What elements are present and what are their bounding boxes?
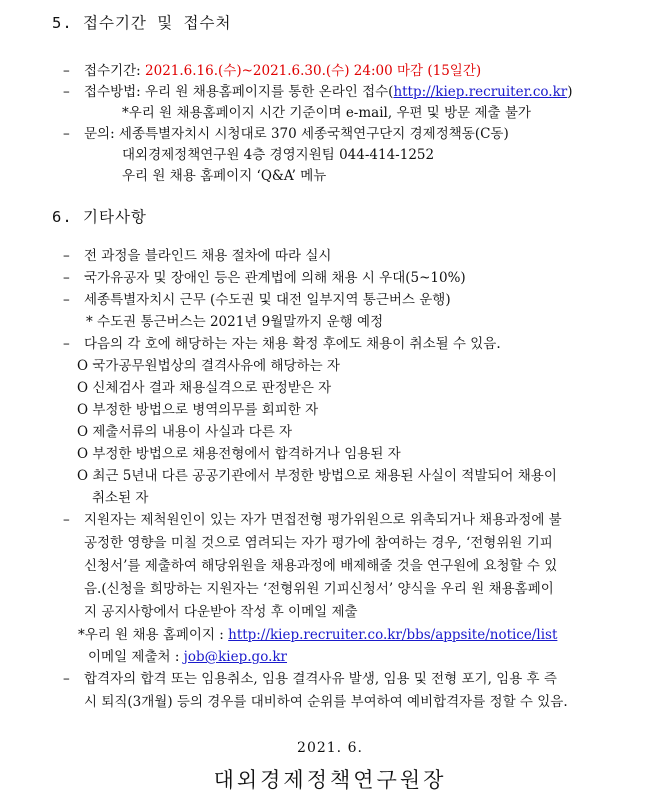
cancel-reason-1: O 국가공무원법상의 결격사유에 해당하는 자 [77, 358, 340, 374]
recusal-para-4: 음.(신청을 희망하는 지원자는 ‘전형위원 기피신청서’ 양식을 우리 원 채용홈페이 [84, 581, 554, 597]
cancel-reason-5: O 부정한 방법으로 채용전형에서 합격하거나 임용된 자 [77, 446, 401, 462]
notice-date: 2021. 6. [297, 740, 363, 756]
email-link[interactable]: job@kiep.go.kr [183, 649, 288, 665]
inquiry-line-1: 문의: 세종특별자치시 시청대로 370 세종국책연구단지 경제정책동(C동) [84, 126, 509, 142]
homepage-line [78, 629, 557, 643]
period-value: 2021.6.16.(수)~2021.6.30.(수) 24:00 마감 (15일간) [145, 63, 482, 79]
bullet-dash: – [63, 292, 70, 308]
recruit-site-link[interactable]: http://kiep.recruiter.co.kr [393, 84, 568, 100]
bullet-dash: – [63, 512, 70, 528]
period-line [84, 65, 481, 79]
bullet-dash: – [63, 671, 70, 687]
recusal-para-2: 공정한 영향을 미칠 것으로 염려되는 자가 평가에 참여하는 경우, ‘전형위원 기피 [84, 535, 553, 551]
email-label: 이메일 제출처 : [88, 649, 184, 665]
email-line [88, 651, 287, 665]
issuer-name: 대외경제정책연구원장 [213, 768, 447, 792]
cancel-reason-3: O 부정한 방법으로 병역의무를 회피한 자 [77, 402, 319, 418]
bullet-dash: – [63, 126, 70, 142]
shuttle-note: * 수도권 통근버스는 2021년 9월말까지 운행 예정 [86, 314, 384, 330]
bullet-dash: – [63, 63, 70, 79]
bullet-dash: – [63, 248, 70, 264]
bullet-dash: – [63, 270, 70, 286]
section-6-title: 6. 기타사항 [52, 208, 147, 226]
reserve-para-1: 합격자의 합격 또는 임용취소, 임용 결격사유 발생, 임용 및 전형 포기, 임용 후 즉 [84, 671, 557, 687]
method-line [84, 86, 573, 100]
bullet-dash: – [63, 84, 70, 100]
inquiry-line-3: 우리 원 채용 홈페이지 ‘Q&A’ 메뉴 [122, 168, 327, 184]
method-close: ) [567, 84, 573, 100]
item-blind-hiring: 전 과정을 블라인드 채용 절차에 따라 실시 [84, 248, 332, 264]
cancel-reason-6: O 최근 5년내 다른 공공기관에서 부정한 방법으로 채용된 사실이 적발되어 채용이 [77, 468, 557, 484]
section-5-title: 5. 접수기간 및 접수처 [52, 14, 232, 32]
recusal-para-1: 지원자는 제척원인이 있는 자가 면접전형 평가위원으로 위촉되거나 채용과정에 불 [84, 512, 562, 528]
homepage-label: *우리 원 채용 홈페이지 : [78, 627, 229, 643]
cancel-reason-2: O 신체검사 결과 채용실격으로 판정받은 자 [77, 380, 332, 396]
method-note: *우리 원 채용홈페이지 시간 기준이며 e-mail, 우편 및 방문 제출 불가 [122, 105, 531, 121]
reserve-para-2: 시 퇴직(3개월) 등의 경우를 대비하여 순위를 부여하여 예비합격자를 정할 수 있음. [84, 694, 568, 710]
method-label: 접수방법: 우리 원 채용홈페이지를 통한 온라인 접수( [84, 84, 394, 100]
period-label: 접수기간: [84, 63, 146, 79]
cancel-reason-4: O 제출서류의 내용이 사실과 다른 자 [77, 424, 293, 440]
cancel-reason-6-cont: 취소된 자 [92, 490, 149, 506]
notice-list-link[interactable]: http://kiep.recruiter.co.kr/bbs/appsite/notice/list [228, 627, 558, 643]
recusal-para-3: 신청서’를 제출하여 해당위원을 채용과정에 배제해줄 것을 연구원에 요청할 수 있 [84, 558, 558, 574]
recusal-para-5: 지 공지사항에서 다운받아 작성 후 이메일 제출 [84, 604, 358, 620]
item-preference: 국가유공자 및 장애인 등은 관계법에 의해 채용 시 우대(5~10%) [84, 270, 466, 286]
item-work-location: 세종특별자치시 근무 (수도권 및 대전 일부지역 통근버스 운행) [84, 292, 451, 308]
bullet-dash: – [63, 336, 70, 352]
item-cancellation: 다음의 각 호에 해당하는 자는 채용 확정 후에도 채용이 취소될 수 있음. [84, 336, 501, 352]
inquiry-line-2: 대외경제정책연구원 4층 경영지원팀 044-414-1252 [122, 147, 435, 163]
